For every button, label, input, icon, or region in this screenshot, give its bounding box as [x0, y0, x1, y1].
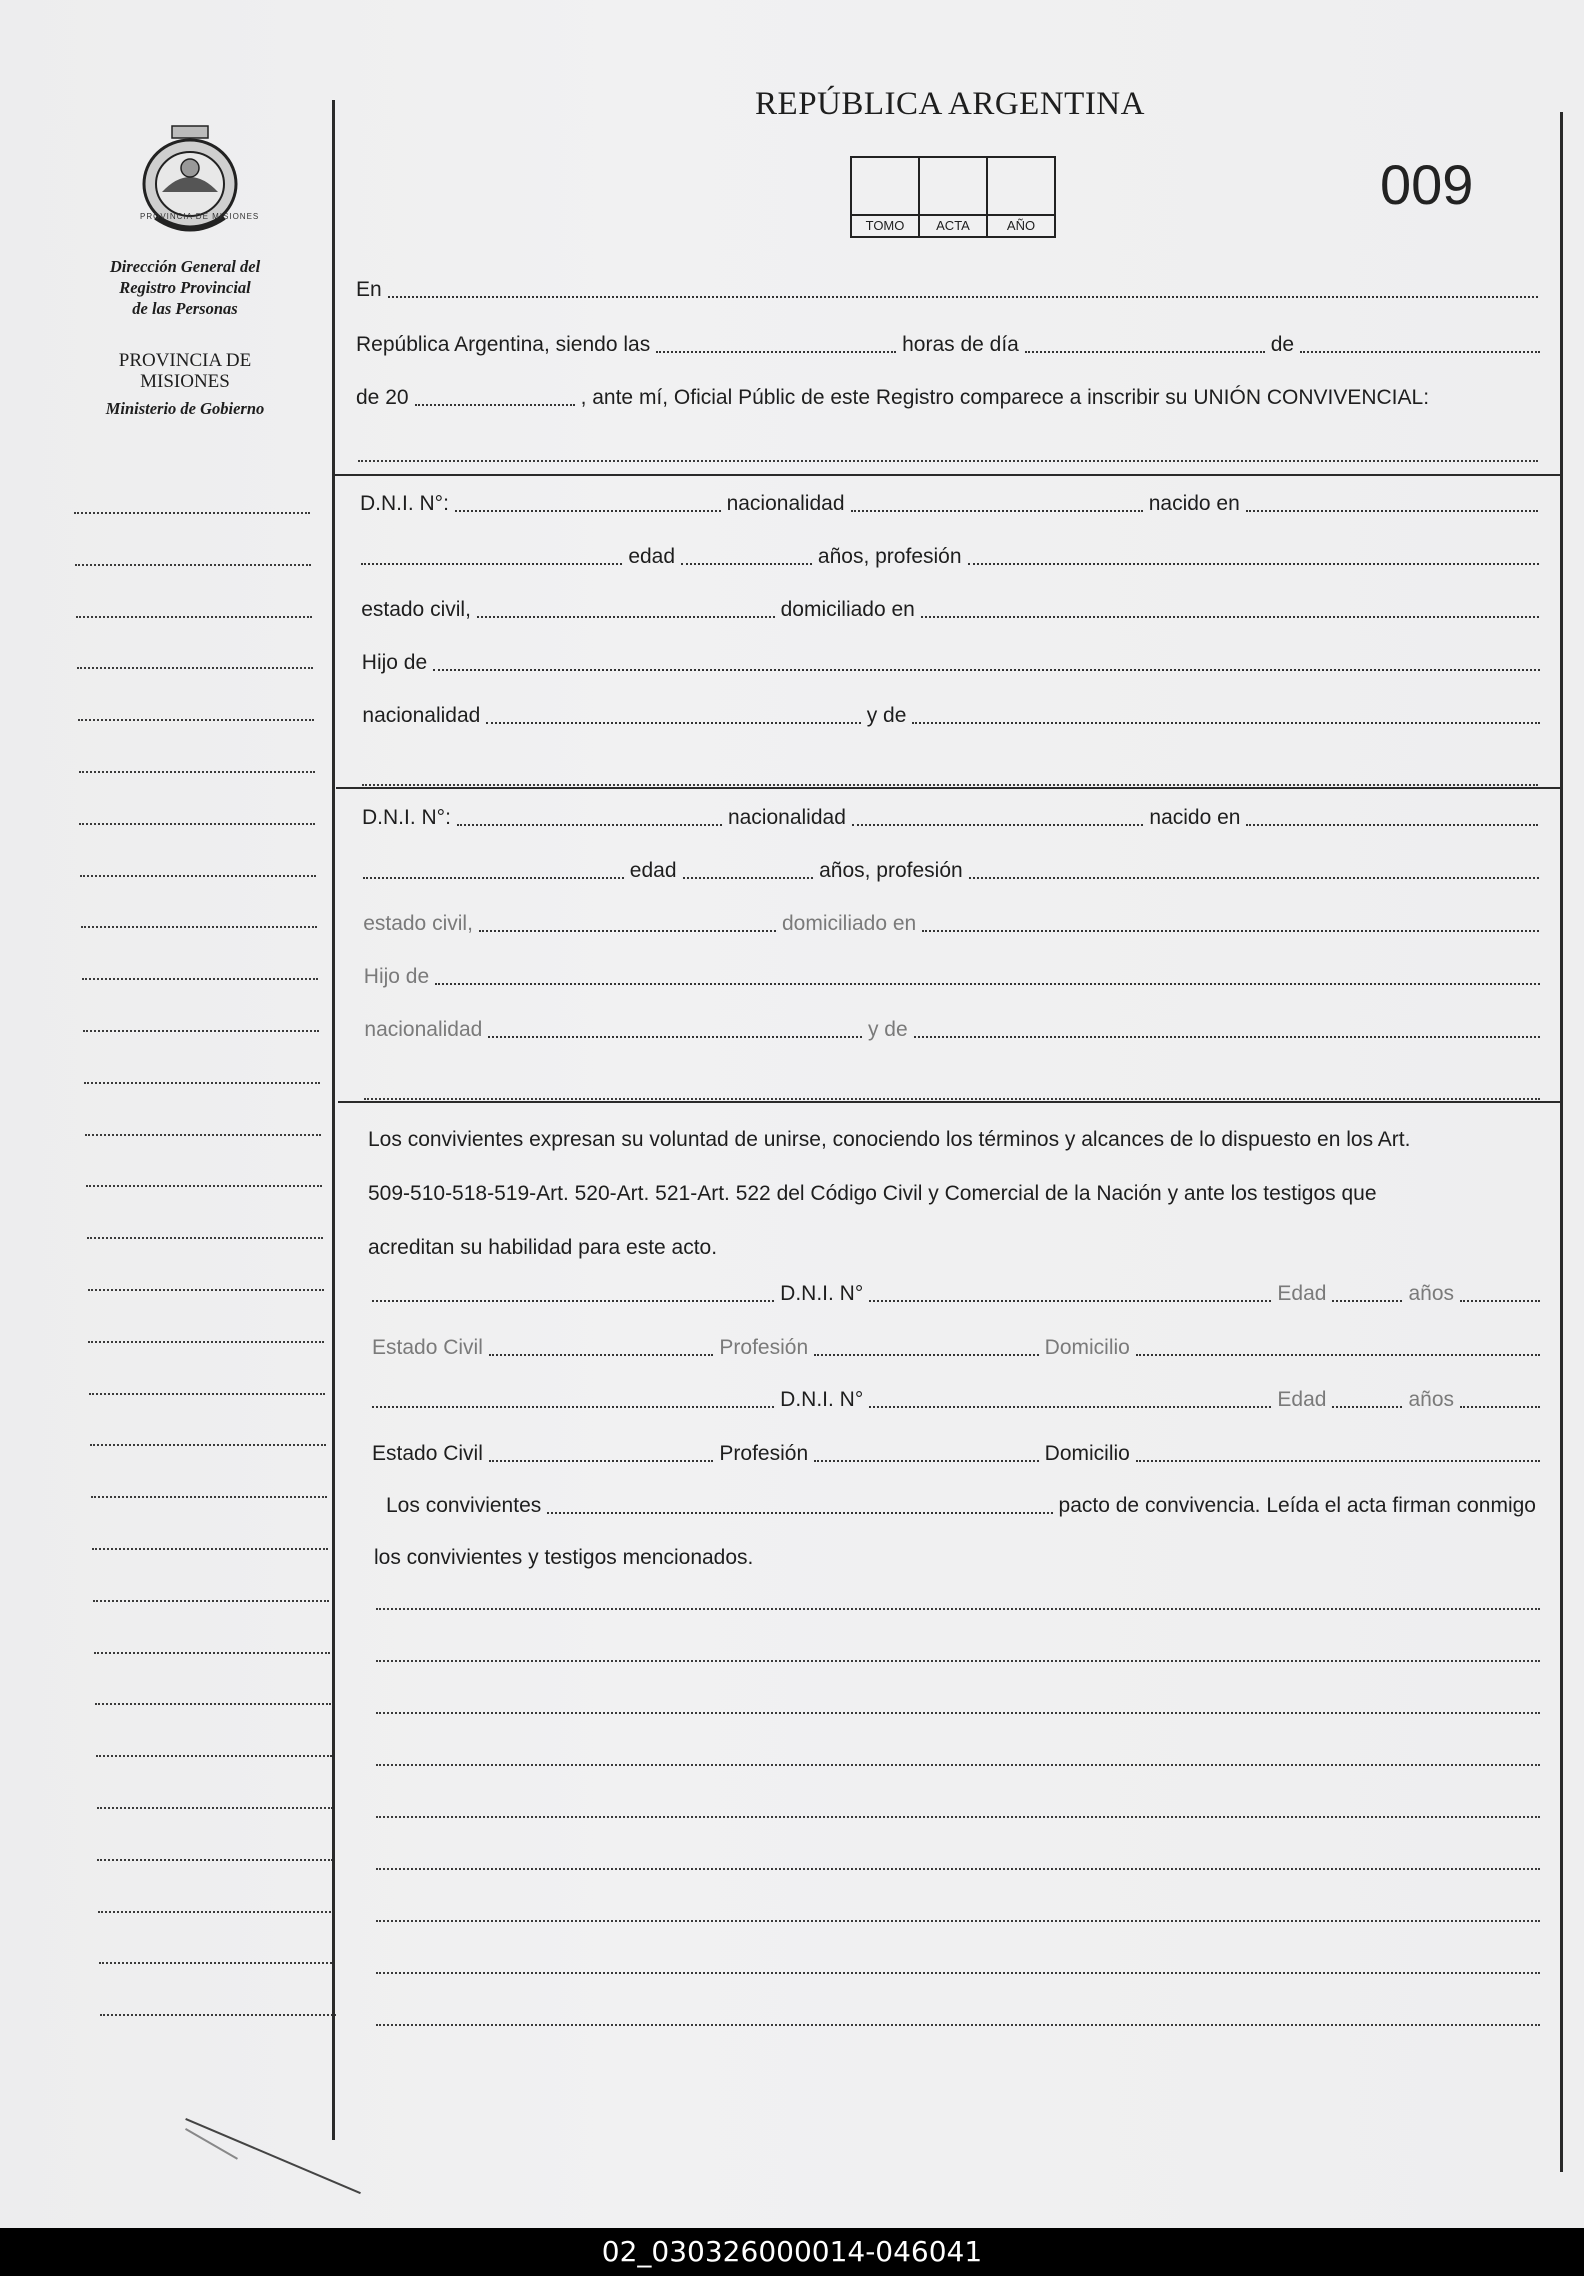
witness-1-line-2[interactable] — [372, 1336, 1540, 1360]
margin-note-line[interactable] — [97, 1859, 333, 1861]
person-1-label-nac: nacionalidad — [726, 492, 845, 515]
person-1-label-nacido: nacido en — [1148, 492, 1240, 515]
declaration-line-3 — [368, 1236, 1538, 1260]
person-2-field-4-1[interactable] — [435, 977, 1540, 985]
witness-1-prof[interactable] — [814, 1348, 1039, 1356]
person-2-label-domic: domiciliado en — [781, 912, 917, 935]
label-de-20: de 20 — [356, 386, 409, 409]
witness-1-edad-label: Edad — [1277, 1282, 1327, 1305]
witness-1-edad[interactable] — [1332, 1294, 1402, 1302]
signature-line[interactable] — [376, 1868, 1540, 1870]
margin-note-line[interactable] — [78, 719, 314, 721]
person-1-field-3-1[interactable] — [477, 610, 775, 618]
margin-note-line[interactable] — [88, 1289, 324, 1291]
register-box — [850, 156, 1056, 236]
person-2-label-estado: estado civil, — [363, 912, 473, 935]
label-siendo: República Argentina, siendo las — [356, 333, 651, 356]
person-1-field-5-1[interactable] — [486, 716, 860, 724]
person-2-row-3[interactable] — [363, 912, 1539, 936]
declaration-text-1: Los convivientes expresan su voluntad de unirse, conociendo los términos y alcances de lo dispuesto en los Art. — [368, 1128, 1411, 1151]
person-1-label-hijo: Hijo de — [361, 651, 428, 674]
person-2-label-nacido: nacido en — [1149, 806, 1241, 829]
witness-2-dni[interactable] — [869, 1400, 1271, 1408]
person-2-field-2-2[interactable] — [683, 871, 814, 879]
person-2-extra-line[interactable] — [364, 1098, 1540, 1100]
witness-2-domic[interactable] — [1136, 1454, 1540, 1462]
person-1-field-4-1[interactable] — [433, 663, 1540, 671]
witness-2-domic-label: Domicilio — [1044, 1442, 1130, 1465]
margin-note-line[interactable] — [97, 1807, 333, 1809]
person-1-field-2-0[interactable] — [361, 557, 623, 565]
signature-line[interactable] — [376, 2024, 1540, 2026]
closing-label-a: Los convivientes — [386, 1494, 542, 1517]
margin-note-line[interactable] — [90, 1444, 326, 1446]
margin-note-line[interactable] — [91, 1496, 327, 1498]
margin-note-line[interactable] — [89, 1393, 325, 1395]
witness-2-line-2[interactable] — [372, 1442, 1540, 1466]
margin-note-line[interactable] — [81, 926, 317, 928]
person-2-label-nac: nacionalidad — [727, 806, 846, 829]
person-2-row-5[interactable] — [364, 1018, 1540, 1042]
witness-1-dni-label: D.N.I. N° — [780, 1282, 864, 1305]
margin-note-line[interactable] — [88, 1341, 324, 1343]
field-year[interactable] — [415, 398, 575, 406]
margin-note-line[interactable] — [86, 1185, 322, 1187]
person-2-field-3-1[interactable] — [479, 924, 776, 932]
margin-note-line[interactable] — [85, 1134, 321, 1136]
signature-line[interactable] — [376, 1608, 1540, 1610]
person-1-field-5-3[interactable] — [912, 716, 1540, 724]
witness-2-tail — [1460, 1400, 1540, 1408]
provincial-seal — [132, 122, 248, 240]
witness-2-prof-label: Profesión — [719, 1442, 809, 1465]
person-1-row-3[interactable] — [361, 598, 1539, 622]
closing-label-b: pacto de convivencia. Leída el acta firman conmigo — [1058, 1494, 1536, 1517]
agency-line-2: Registro Provincial — [119, 278, 251, 297]
intro-line-2[interactable] — [356, 333, 1540, 357]
left-rule — [332, 100, 335, 2140]
person-2-row-4[interactable] — [364, 965, 1540, 989]
intro-line-3[interactable] — [356, 386, 1542, 410]
province-line-1: PROVINCIA DE — [118, 350, 252, 371]
witness-1-estado[interactable] — [489, 1348, 714, 1356]
country-title: REPÚBLICA ARGENTINA — [755, 86, 1145, 122]
witness-2-dni-label: D.N.I. N° — [780, 1388, 864, 1411]
margin-note-line[interactable] — [96, 1755, 332, 1757]
signature-line[interactable] — [376, 1920, 1540, 1922]
person-1-label-yde: y de — [866, 704, 907, 727]
section-divider-1 — [334, 474, 1562, 476]
person-2-label-nac2: nacionalidad — [364, 1018, 483, 1041]
ano-field[interactable] — [988, 158, 1054, 214]
person-2-field-5-3[interactable] — [914, 1030, 1541, 1038]
person-2-field-2-0[interactable] — [363, 871, 624, 879]
section-divider-3 — [338, 1101, 1562, 1103]
witness-2-edad-label: Edad — [1277, 1388, 1327, 1411]
person-1-row-2[interactable] — [361, 545, 1539, 569]
signature-line[interactable] — [376, 1816, 1540, 1818]
person-2-label-anos_prof: años, profesión — [819, 859, 963, 882]
margin-note-line[interactable] — [100, 2014, 336, 2016]
person-1-label-anos_prof: años, profesión — [817, 545, 962, 568]
margin-note-line[interactable] — [94, 1652, 330, 1654]
agency-name — [80, 256, 290, 319]
field-mes[interactable] — [1300, 345, 1540, 353]
person-1-label-nac2: nacionalidad — [362, 704, 481, 727]
witness-1-prof-label: Profesión — [719, 1336, 809, 1359]
acta-field[interactable] — [920, 158, 988, 214]
label-comparece: , ante mí, Oficial Públic de este Registro comparece a inscribir su UNIÓN CONVIVENCIAL: — [580, 386, 1430, 409]
margin-note-line[interactable] — [99, 1962, 335, 1964]
witness-1-name[interactable] — [372, 1294, 774, 1302]
person-2-row-2[interactable] — [363, 859, 1539, 883]
margin-note-line[interactable] — [79, 771, 315, 773]
seal-text: PROVINCIA DE MISIONES — [140, 212, 260, 221]
person-2-label-yde: y de — [867, 1018, 908, 1041]
margin-note-line[interactable] — [80, 875, 316, 877]
witness-1-domic[interactable] — [1136, 1348, 1540, 1356]
witness-1-anos-label: años — [1408, 1282, 1455, 1305]
person-1-field-1-3[interactable] — [851, 504, 1143, 512]
witness-2-prof[interactable] — [814, 1454, 1039, 1462]
closing-label-c: los convivientes y testigos mencionados. — [374, 1546, 754, 1569]
section-divider-2 — [336, 787, 1562, 789]
agency-line-3: de las Personas — [132, 299, 238, 318]
margin-note-line[interactable] — [82, 978, 318, 980]
tomo-label: TOMO — [852, 216, 920, 236]
witness-2-estado-label: Estado Civil — [372, 1442, 483, 1465]
intro-line-1[interactable] — [356, 278, 1538, 302]
margin-note-line[interactable] — [76, 616, 312, 618]
person-2-field-3-3[interactable] — [922, 924, 1539, 932]
closing-line-2 — [374, 1546, 1540, 1570]
margin-note-line[interactable] — [79, 823, 315, 825]
witness-1-domic-label: Domicilio — [1044, 1336, 1130, 1359]
act-number: 009 — [1380, 153, 1474, 216]
declaration-text-2: 509-510-518-519-Art. 520-Art. 521-Art. 522 del Código Civil y Comercial de la Nación y ante los testigos que — [368, 1182, 1377, 1205]
closing-line-1[interactable] — [386, 1494, 1542, 1518]
margin-note-line[interactable] — [93, 1600, 329, 1602]
province-line-2: MISIONES — [140, 371, 230, 392]
agency-line-1: Dirección General del — [109, 257, 261, 276]
margin-note-line[interactable] — [83, 1030, 319, 1032]
declaration-line-2 — [368, 1182, 1538, 1206]
witness-2-line-1[interactable] — [372, 1388, 1540, 1412]
person-1-field-1-5[interactable] — [1246, 504, 1538, 512]
person-2-field-1-3[interactable] — [852, 818, 1144, 826]
right-rule — [1560, 112, 1563, 2172]
person-1-field-2-2[interactable] — [681, 557, 812, 565]
scan-id-footer: 02_030326000014-046041 — [0, 2228, 1584, 2276]
label-en: En — [356, 278, 382, 301]
margin-note-line[interactable] — [98, 1911, 334, 1913]
person-2-field-5-1[interactable] — [488, 1030, 862, 1038]
register-cells — [850, 156, 1056, 216]
person-1-label-estado: estado civil, — [361, 598, 471, 621]
person-1-row-1[interactable] — [360, 492, 1538, 516]
person-1-field-3-3[interactable] — [921, 610, 1539, 618]
person-1-label-edad: edad — [628, 545, 676, 568]
person-1-row-4[interactable] — [362, 651, 1540, 675]
margin-note-line[interactable] — [75, 564, 311, 566]
witness-1-line-1[interactable] — [372, 1282, 1540, 1306]
person-2-label-hijo: Hijo de — [363, 965, 430, 988]
witness-2-anos-label: años — [1408, 1388, 1455, 1411]
field-place[interactable] — [388, 290, 1538, 298]
person-2-label-edad: edad — [629, 859, 677, 882]
signature-line[interactable] — [376, 1660, 1540, 1662]
closing-field[interactable] — [547, 1506, 1052, 1514]
ministry-name: Ministerio de Gobierno — [105, 399, 265, 418]
signature-line[interactable] — [376, 1712, 1540, 1714]
margin-note-line[interactable] — [84, 1082, 320, 1084]
witness-1-estado-label: Estado Civil — [372, 1336, 483, 1359]
signature-line[interactable] — [376, 1764, 1540, 1766]
witness-2-edad[interactable] — [1332, 1400, 1402, 1408]
person-2-field-1-5[interactable] — [1246, 818, 1538, 826]
intro-dotted-line[interactable] — [358, 460, 1538, 462]
tomo-field[interactable] — [852, 158, 920, 214]
field-dia[interactable] — [1025, 345, 1265, 353]
register-labels — [850, 216, 1056, 238]
person-1-label-dni: D.N.I. N°: — [360, 492, 449, 515]
declaration-line-1 — [368, 1128, 1538, 1152]
witness-2-name[interactable] — [372, 1400, 774, 1408]
margin-note-line[interactable] — [95, 1703, 331, 1705]
person-1-field-2-4[interactable] — [968, 557, 1539, 565]
person-2-field-1-1[interactable] — [457, 818, 722, 826]
acta-label: ACTA — [920, 216, 988, 236]
label-de: de — [1270, 333, 1295, 356]
province-name — [80, 350, 290, 392]
declaration-text-3: acreditan su habilidad para este acto. — [368, 1236, 718, 1259]
person-2-field-2-4[interactable] — [969, 871, 1539, 879]
person-1-extra-line[interactable] — [362, 784, 1538, 786]
person-1-row-5[interactable] — [362, 704, 1540, 728]
witness-2-estado[interactable] — [489, 1454, 714, 1462]
witness-1-tail — [1460, 1294, 1540, 1302]
person-1-label-domic: domiciliado en — [780, 598, 915, 621]
margin-note-line[interactable] — [87, 1237, 323, 1239]
label-horas: horas de día — [902, 333, 1019, 356]
person-2-label-dni: D.N.I. N°: — [362, 806, 451, 829]
margin-note-line[interactable] — [92, 1548, 328, 1550]
pen-scratch-2 — [185, 2128, 238, 2160]
margin-note-line[interactable] — [77, 667, 313, 669]
signature-line[interactable] — [376, 1972, 1540, 1974]
ano-label: AÑO — [1006, 218, 1036, 233]
margin-note-line[interactable] — [74, 512, 310, 514]
person-1-field-1-1[interactable] — [455, 504, 721, 512]
person-2-row-1[interactable] — [362, 806, 1538, 830]
field-hora[interactable] — [656, 345, 896, 353]
witness-1-dni[interactable] — [869, 1294, 1271, 1302]
